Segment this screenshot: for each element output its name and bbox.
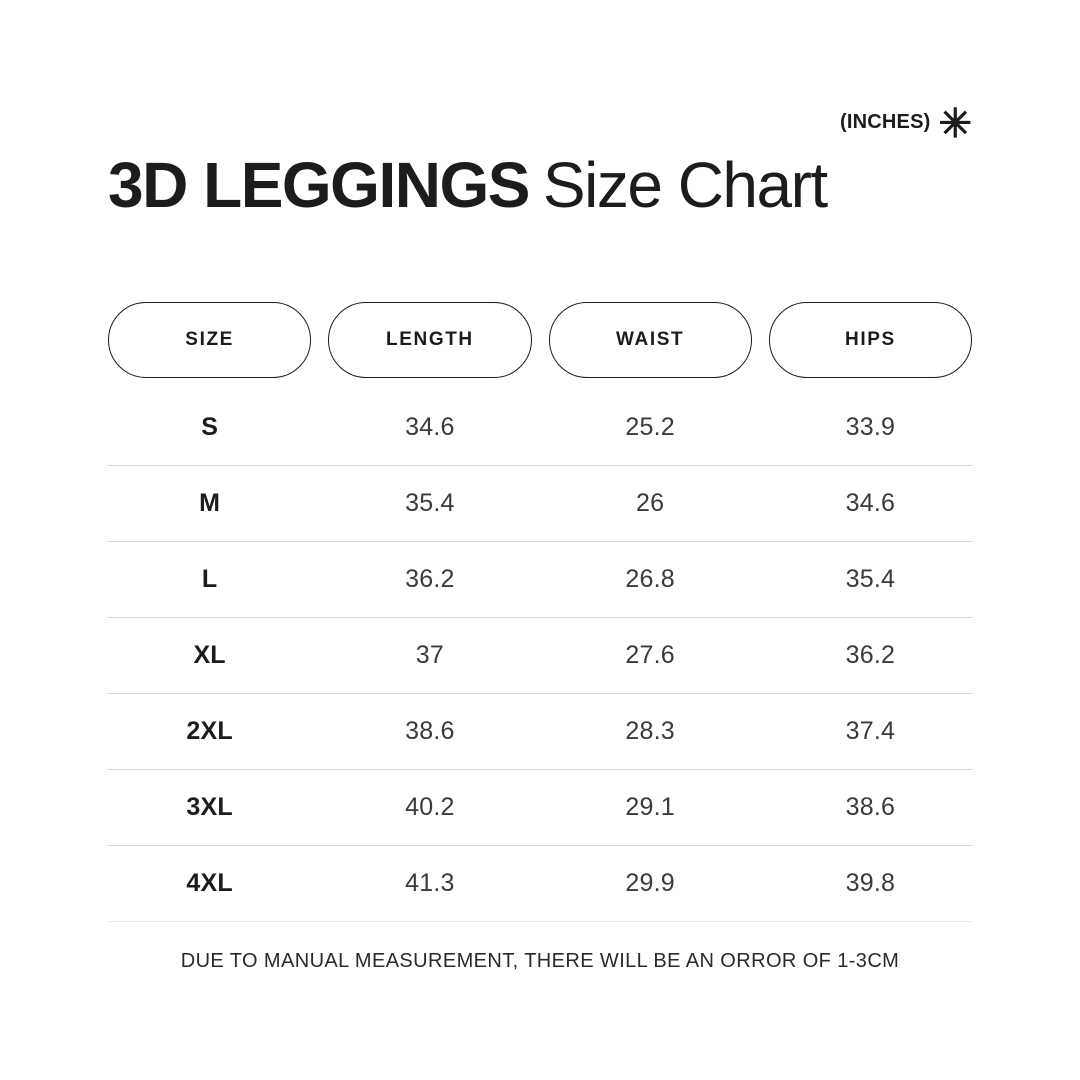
cell-hips: 33.9: [845, 413, 896, 441]
cell-hips: 38.6: [845, 793, 896, 821]
table-row: [108, 694, 972, 770]
cell-waist: 29.9: [625, 869, 675, 897]
cell-size: 2XL: [186, 717, 233, 745]
page-title-suffix: Size Chart: [542, 149, 827, 221]
table-body: [108, 390, 972, 922]
size-table: [108, 302, 972, 973]
units-row: [108, 102, 972, 146]
units-label: (INCHES): [839, 110, 931, 133]
table-row: [108, 770, 972, 846]
column-header-length: LENGTH: [328, 302, 531, 378]
cell-hips: 35.4: [845, 565, 896, 593]
cell-length: 34.6: [405, 413, 455, 441]
cell-size: 4XL: [186, 869, 233, 897]
column-header-size: SIZE: [108, 302, 311, 378]
chart-header: [108, 104, 972, 222]
cell-hips: 34.6: [845, 489, 896, 517]
page-title-product: 3D LEGGINGS: [108, 149, 529, 221]
page-title: [108, 148, 972, 222]
table-row: [108, 618, 972, 694]
cell-size: M: [199, 489, 221, 517]
cell-size: XL: [193, 641, 226, 669]
cell-waist: 26.8: [625, 565, 675, 593]
asterisk-icon: ✳: [938, 102, 972, 146]
cell-length: 38.6: [405, 717, 455, 745]
cell-waist: 26: [636, 489, 665, 517]
cell-length: 41.3: [405, 869, 455, 897]
column-header-waist: WAIST: [549, 302, 752, 378]
cell-hips: 39.8: [845, 869, 896, 897]
cell-size: 3XL: [186, 793, 233, 821]
cell-length: 37: [415, 641, 444, 669]
cell-waist: 25.2: [625, 413, 675, 441]
column-header-hips: HIPS: [769, 302, 972, 378]
cell-hips: 37.4: [845, 717, 896, 745]
table-header-row: [108, 302, 972, 378]
cell-length: 35.4: [405, 489, 455, 517]
table-row: [108, 390, 972, 466]
table-row: [108, 846, 972, 922]
cell-size: S: [201, 413, 219, 441]
measurement-note: DUE TO MANUAL MEASUREMENT, THERE WILL BE AN ORROR OF 1-3CM: [180, 950, 900, 972]
cell-waist: 29.1: [625, 793, 675, 821]
table-row: [108, 542, 972, 618]
cell-waist: 27.6: [625, 641, 675, 669]
cell-length: 36.2: [405, 565, 455, 593]
cell-waist: 28.3: [625, 717, 675, 745]
cell-hips: 36.2: [845, 641, 896, 669]
cell-size: L: [201, 565, 218, 593]
table-row: [108, 466, 972, 542]
cell-length: 40.2: [405, 793, 455, 821]
